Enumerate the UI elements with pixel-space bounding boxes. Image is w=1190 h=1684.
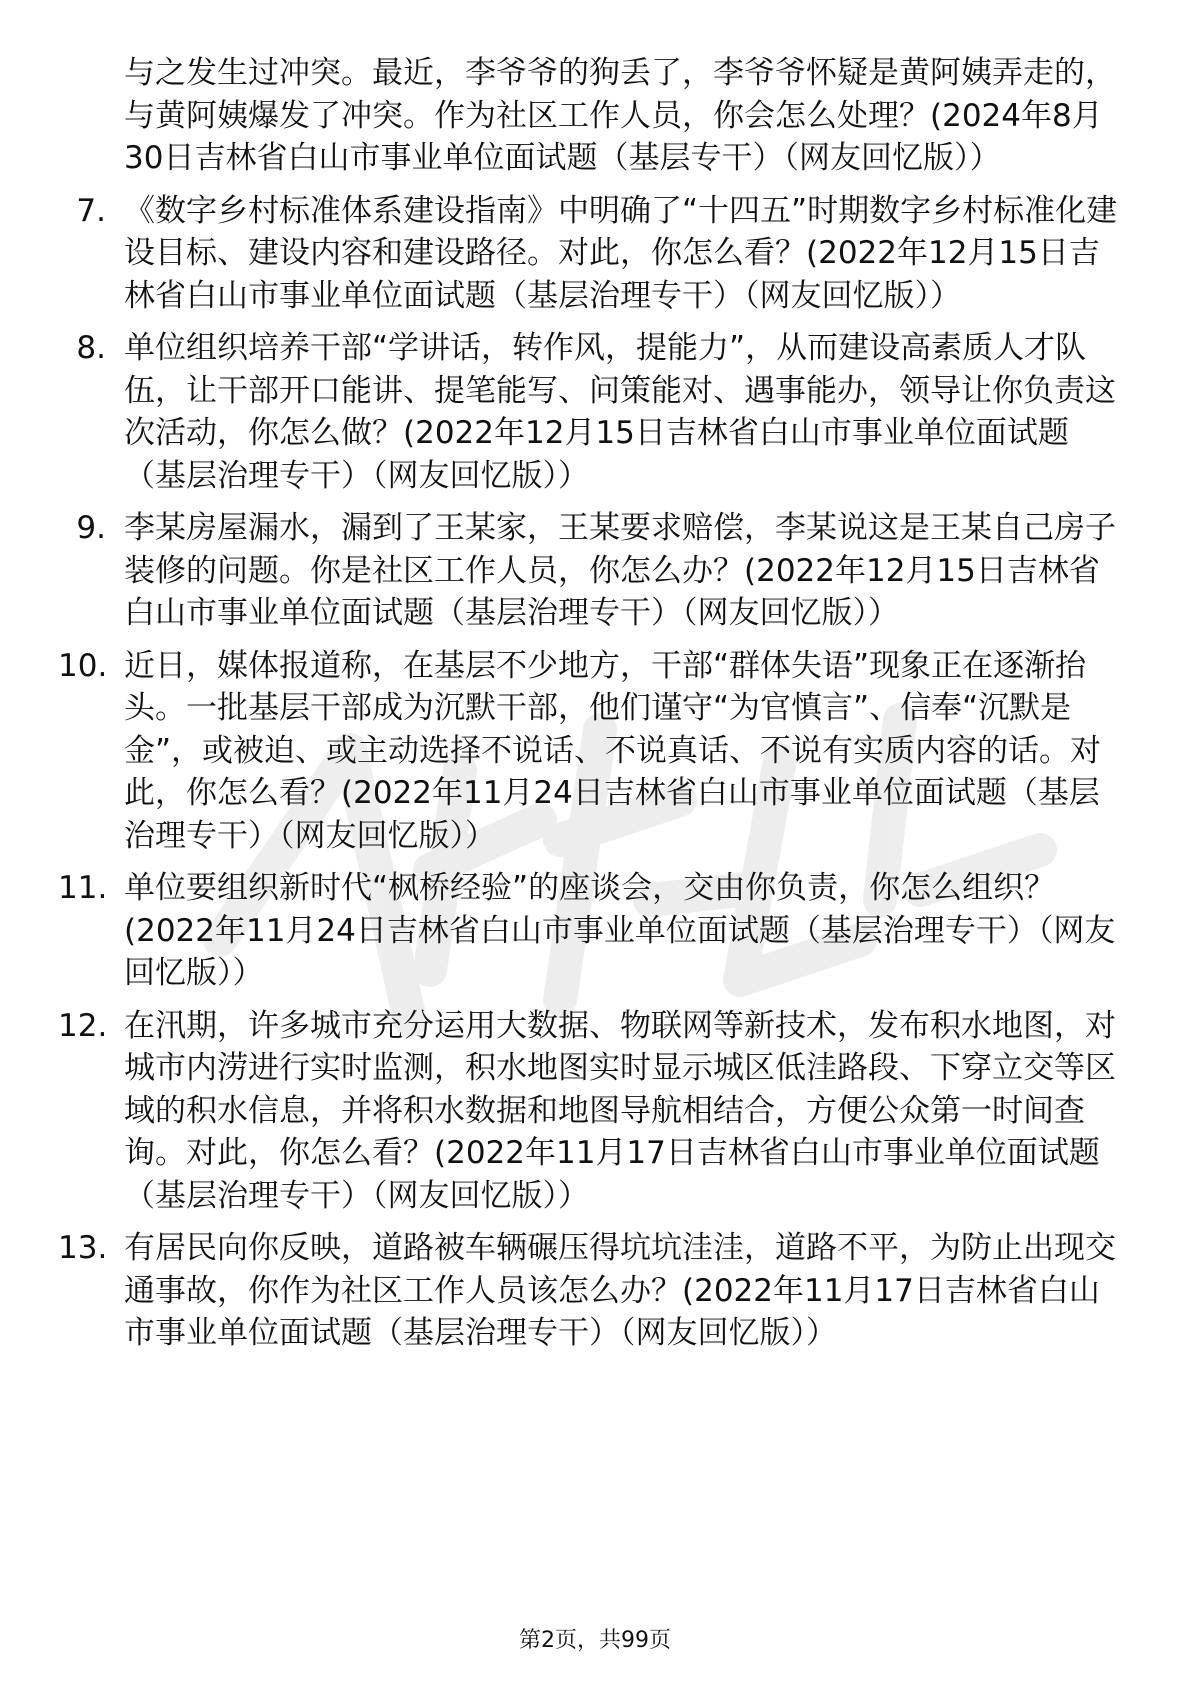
question-number: 7. [76,192,106,229]
question-number: 8. [76,330,106,366]
question-number: 10. [58,647,108,684]
question-text: 近日，媒体报道称，在基层不少地方，干部“群体失语”现象正在逐渐抬头。一批基层干部成为沉默干部，他们谨守“为官慎言”、信奉“沉默是金”，或被迫、或主动选择不说话、不说真话、不说有实质内容的话。对此，你怎么看？(2022年11月24日吉林省白山市事业单位面试题（基层治理专干）（网友回忆版）） [124,647,1102,854]
previous-question-continuation: 与之发生过冲突。最近，李爷爷的狗丢了，李爷爷怀疑是黄阿姨弄走的，与黄阿姨爆发了冲突。作为社区工作人员，你会怎么处理？(2024年8月30日吉林省白山市事业单位面试题（基层专干）（网友回忆版）） [124,55,1116,176]
question-item [58,507,1118,635]
question-list [58,190,1118,1355]
question-item [58,190,1118,318]
question-item [58,1005,1118,1218]
question-text: 在汛期，许多城市充分运用大数据、物联网等新技术，发布积水地图，对城市内涝进行实时监测，积水地图实时显示城区低洼路段、下穿立交等区域的积水信息，并将积水数据和地图导航相结合，方便公众第一时间查询。对此，你怎么看？(2022年11月17日吉林省白山市事业单位面试题（基层治理专干）（网友回忆版）） [124,1007,1116,1214]
question-text: 有居民向你反映，道路被车辆碾压得坑坑洼洼，道路不平，为防止出现交通事故，你作为社区工作人员该怎么办？(2022年11月17日吉林省白山市事业单位面试题（基层治理专干）（网友回忆版）） [124,1230,1116,1351]
question-item [58,327,1118,497]
question-number: 13. [58,1230,108,1266]
question-number: 9. [76,510,106,546]
question-text: 《数字乡村标准体系建设指南》中明确了“十四五”时期数字乡村标准化建设目标、建设内容和建设路径。对此，你怎么看？(2022年12月15日吉林省白山市事业单位面试题（基层治理专干）（网友回忆版）） [124,192,1118,314]
question-item [58,867,1118,995]
question-text: 李某房屋漏水，漏到了王某家，王某要求赔偿，李某说这是王某自己房子装修的问题。你是社区工作人员，你怎么办？(2022年12月15日吉林省白山市事业单位面试题（基层治理专干）（网友回忆版）） [124,510,1116,631]
question-text: 单位要组织新时代“枫桥经验”的座谈会，交由你负责，你怎么组织？(2022年11月24日吉林省白山市事业单位面试题（基层治理专干）（网友回忆版）） [124,870,1116,991]
document-body [58,52,1118,1365]
question-text: 单位组织培养干部“学讲话，转作风，提能力”，从而建设高素质人才队伍，让干部开口能讲、提笔能写、问策能对、遇事能办，领导让你负责这次活动，你怎么做？(2022年12月15日吉林省白山市事业单位面试题（基层治理专干）（网友回忆版）） [124,330,1116,494]
question-number: 11. [58,870,108,906]
question-item [58,645,1118,858]
page-footer-label: 第2页，共99页 [519,1628,671,1653]
question-number: 12. [58,1007,108,1044]
question-item [58,1227,1118,1355]
